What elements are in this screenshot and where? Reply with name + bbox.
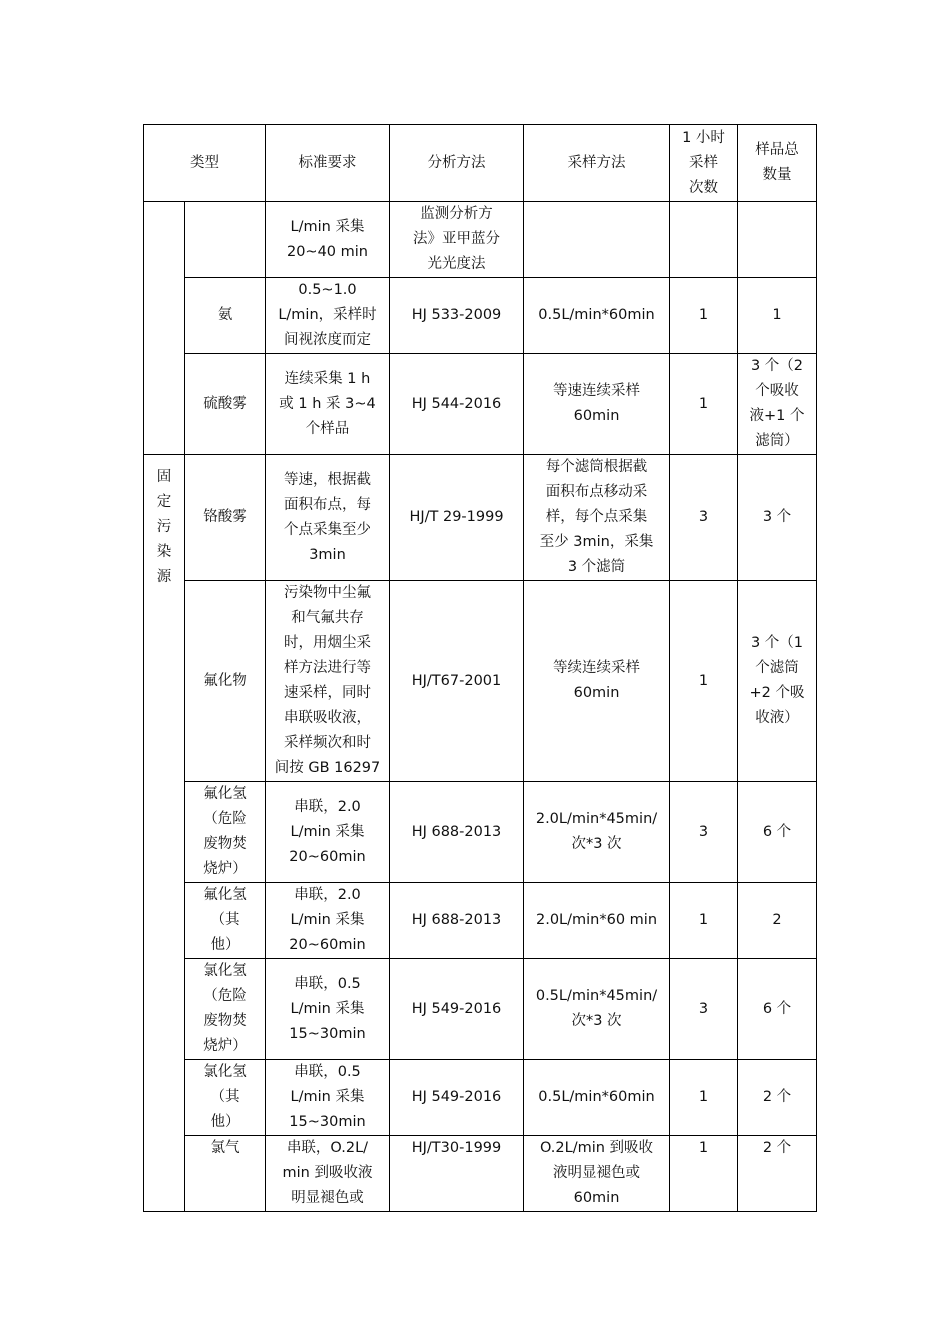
header-line: 数量 — [762, 167, 792, 183]
sampling-cell — [524, 278, 670, 354]
cell-line: 间视浓度而定 — [284, 332, 371, 348]
pollutant-cell — [185, 455, 266, 581]
cell-line: 废物焚 — [203, 836, 247, 852]
table-row — [144, 455, 817, 581]
cell-line: HJ/T 29-1999 — [409, 509, 504, 525]
cell-line: 次*3 次 — [571, 1013, 622, 1029]
cell-line: 面积布点，每 — [284, 496, 371, 513]
cell-line: （危险 — [203, 811, 247, 827]
analysis-cell — [390, 1136, 524, 1212]
total-cell — [738, 782, 817, 883]
cell-line: 2 个 — [762, 1140, 792, 1156]
cell-line: 2.0L/min*60 min — [535, 912, 658, 928]
table-row — [144, 782, 817, 883]
table-row — [144, 959, 817, 1060]
cell-line: 串联，0.5 — [294, 1064, 361, 1080]
cell-line: L/min 采集 — [290, 1000, 365, 1017]
sampling-table — [143, 124, 817, 1212]
cell-line: 60min — [573, 685, 620, 701]
cell-line: 至少 3min，采集 — [539, 534, 654, 550]
header-total — [738, 125, 817, 202]
cell-line: L/min 采集 — [290, 1089, 365, 1105]
header-analysis: 分析方法 — [390, 125, 524, 202]
cell-line: 串联，0.5 — [294, 975, 361, 992]
pollutant-cell — [185, 581, 266, 782]
cell-line: 个滤筒 — [755, 660, 799, 676]
cell-line: min 到吸收液 — [282, 1165, 373, 1181]
cell-line: 氟化物 — [203, 672, 247, 689]
cell-line: 1 — [772, 307, 782, 323]
category-cell — [144, 455, 185, 1212]
sampling-cell — [524, 354, 670, 455]
cell-line: 他） — [210, 937, 240, 953]
cell-line: 2.0L/min*45min/ — [535, 811, 658, 827]
standard-cell — [266, 202, 390, 278]
table-row — [144, 278, 817, 354]
table-row — [144, 581, 817, 782]
cell-line: 0.5L/min*60min — [538, 307, 655, 323]
standard-cell — [266, 581, 390, 782]
analysis-cell — [390, 1060, 524, 1136]
total-cell — [738, 1136, 817, 1212]
standard-cell — [266, 354, 390, 455]
cell-line: 等速连续采样 — [553, 383, 640, 399]
cell-line: 废物焚 — [203, 1013, 247, 1029]
cell-line: HJ/T30-1999 — [411, 1140, 502, 1156]
cell-line: HJ 688-2013 — [411, 912, 502, 928]
standard-cell — [266, 1060, 390, 1136]
total-cell — [738, 354, 817, 455]
cell-line: 串联吸收液， — [284, 710, 371, 726]
total-cell — [738, 202, 817, 278]
standard-cell — [266, 455, 390, 581]
cell-line: 光光度法 — [427, 256, 486, 272]
cell-line: 法》亚甲蓝分 — [413, 231, 500, 247]
cell-line: HJ/T67-2001 — [411, 672, 502, 689]
category-char: 固 — [156, 469, 172, 485]
cell-line: 15~30min — [289, 1114, 366, 1130]
total-cell — [738, 1060, 817, 1136]
per-hour-cell: 1 — [670, 883, 738, 959]
analysis-cell — [390, 202, 524, 278]
total-cell — [738, 278, 817, 354]
cell-line: 2 — [772, 912, 782, 928]
cell-line: 15~30min — [289, 1025, 366, 1042]
standard-cell — [266, 1136, 390, 1212]
sampling-cell — [524, 1136, 670, 1212]
cell-line: 0.5L/min*45min/ — [535, 988, 658, 1004]
cell-line: 3 个（1 — [750, 635, 804, 651]
header-standard: 标准要求 — [266, 125, 390, 202]
cell-line: 串联，2.0 — [294, 887, 361, 903]
cell-line: 6 个 — [762, 823, 792, 840]
cell-line: +2 个吸 — [749, 685, 805, 701]
cell-line: 氟化氢 — [203, 887, 247, 903]
cell-line: 等续连续采样 — [553, 660, 640, 676]
per-hour-cell: 1 — [670, 1136, 738, 1212]
cell-line: （其 — [210, 1089, 240, 1105]
standard-cell — [266, 782, 390, 883]
pollutant-cell — [185, 959, 266, 1060]
cell-line: 0.5~1.0 — [298, 282, 357, 298]
header-line: 1 小时 — [682, 129, 725, 146]
cell-line: 20~40 min — [286, 243, 368, 260]
cell-line: 液明显褪色或 — [553, 1165, 640, 1181]
pollutant-cell — [185, 782, 266, 883]
cell-line: 和气氟共存 — [291, 610, 364, 626]
pollutant-cell — [185, 202, 266, 278]
cell-line: 监测分析方 — [420, 206, 493, 222]
table-row — [144, 1136, 817, 1212]
cell-line: 面积布点移动采 — [545, 484, 648, 500]
per-hour-cell: 3 — [670, 455, 738, 581]
cell-line: HJ 549-2016 — [411, 1089, 502, 1105]
category-char: 污 — [156, 519, 172, 535]
cell-line: （其 — [210, 912, 240, 928]
cell-line: HJ 688-2013 — [411, 823, 502, 840]
cell-line: 个点采集至少 — [284, 521, 371, 538]
cell-line: 烧炉） — [203, 1038, 247, 1054]
standard-cell — [266, 278, 390, 354]
cell-line: 20~60min — [289, 848, 366, 865]
analysis-cell — [390, 959, 524, 1060]
per-hour-cell: 1 — [670, 1060, 738, 1136]
total-cell — [738, 959, 817, 1060]
sampling-cell — [524, 883, 670, 959]
cell-line: 氟化氢 — [203, 786, 247, 802]
total-cell — [738, 455, 817, 581]
cell-line: 串联，O.2L/ — [286, 1140, 369, 1156]
sampling-cell — [524, 782, 670, 883]
cell-line: 滤筒） — [755, 433, 799, 449]
header-type: 类型 — [144, 125, 266, 202]
table-row — [144, 202, 817, 278]
cell-line: 3min — [309, 546, 346, 563]
category-char: 源 — [156, 569, 172, 585]
cell-line: L/min 采集 — [290, 218, 365, 235]
table-row — [144, 354, 817, 455]
pollutant-cell — [185, 278, 266, 354]
analysis-cell — [390, 455, 524, 581]
category-char: 定 — [156, 494, 172, 510]
cell-line: 间按 GB 16297 — [274, 760, 381, 776]
per-hour-cell: 1 — [670, 354, 738, 455]
cell-line: 氯化氢 — [203, 1064, 247, 1080]
cell-line: 时，用烟尘采 — [284, 635, 371, 651]
cell-line: HJ 549-2016 — [411, 1000, 502, 1017]
cell-line: 个吸收 — [755, 383, 799, 399]
cell-line: HJ 533-2009 — [411, 307, 502, 323]
cell-line: 或 1 h 采 3~4 — [279, 395, 376, 412]
cell-line: 20~60min — [289, 937, 366, 953]
cell-line: 60min — [573, 408, 620, 424]
header-line: 采样 — [689, 154, 718, 171]
cell-line: 次*3 次 — [571, 836, 622, 852]
per-hour-cell: 3 — [670, 782, 738, 883]
cell-line: （危险 — [203, 988, 247, 1004]
analysis-cell — [390, 782, 524, 883]
cell-line: HJ 544-2016 — [411, 395, 502, 412]
cell-line: 3 个（2 — [750, 358, 804, 374]
analysis-cell — [390, 883, 524, 959]
sampling-cell — [524, 1060, 670, 1136]
cell-line: 氯化氢 — [203, 963, 247, 979]
cell-line: 采样频次和时 — [284, 735, 371, 751]
sampling-cell — [524, 581, 670, 782]
standard-cell — [266, 883, 390, 959]
cell-line: L/min 采集 — [290, 823, 365, 840]
table-row — [144, 883, 817, 959]
cell-line: 每个滤筒根据截 — [545, 459, 648, 475]
pollutant-cell — [185, 354, 266, 455]
sampling-cell — [524, 959, 670, 1060]
cell-line: 2 个 — [762, 1089, 792, 1105]
cell-line: 0.5L/min*60min — [538, 1089, 655, 1105]
header-line: 样品总 — [755, 142, 799, 158]
cell-line: L/min，采样时 — [278, 307, 377, 323]
analysis-cell — [390, 278, 524, 354]
table-header-row — [144, 125, 817, 202]
cell-line: 他） — [210, 1114, 240, 1130]
cell-line: 样，每个点采集 — [545, 509, 648, 525]
cell-line: 3 个滤筒 — [567, 559, 626, 575]
cell-line: 液+1 个 — [749, 408, 805, 424]
cell-line: O.2L/min 到吸收 — [539, 1140, 654, 1156]
cell-line: 氨 — [217, 307, 233, 323]
per-hour-cell: 1 — [670, 278, 738, 354]
cell-line: 氯气 — [210, 1140, 240, 1156]
cell-line: 串联，2.0 — [294, 798, 361, 815]
pollutant-cell — [185, 1136, 266, 1212]
total-cell — [738, 581, 817, 782]
analysis-cell — [390, 581, 524, 782]
standard-cell — [266, 959, 390, 1060]
sampling-cell — [524, 202, 670, 278]
cell-line: 样方法进行等 — [284, 660, 371, 676]
per-hour-cell — [670, 202, 738, 278]
cell-line: 收液） — [755, 710, 799, 726]
header-line: 次数 — [689, 179, 718, 196]
header-sampling: 采样方法 — [524, 125, 670, 202]
cell-line: 明显褪色或 — [291, 1190, 364, 1206]
cell-line: 速采样，同时 — [284, 685, 371, 701]
analysis-cell — [390, 354, 524, 455]
per-hour-cell: 1 — [670, 581, 738, 782]
pollutant-cell — [185, 1060, 266, 1136]
cell-line: 60min — [573, 1190, 620, 1206]
pollutant-cell — [185, 883, 266, 959]
cell-line: 连续采集 1 h — [284, 370, 371, 387]
cell-line: 硫酸雾 — [203, 395, 247, 412]
cell-line: 铬酸雾 — [203, 509, 247, 525]
total-cell — [738, 883, 817, 959]
header-per-hour — [670, 125, 738, 202]
cell-line: 污染物中尘氟 — [284, 585, 371, 601]
cell-line: 等速，根据截 — [284, 471, 371, 488]
cell-line: L/min 采集 — [290, 912, 365, 928]
cell-line: 6 个 — [762, 1000, 792, 1017]
sampling-cell — [524, 455, 670, 581]
cell-line: 个样品 — [305, 420, 350, 437]
table-row — [144, 1060, 817, 1136]
category-cell-upper — [144, 202, 185, 455]
cell-line: 烧炉） — [203, 861, 247, 877]
category-char: 染 — [156, 544, 172, 560]
cell-line: 3 个 — [762, 509, 792, 525]
per-hour-cell: 3 — [670, 959, 738, 1060]
